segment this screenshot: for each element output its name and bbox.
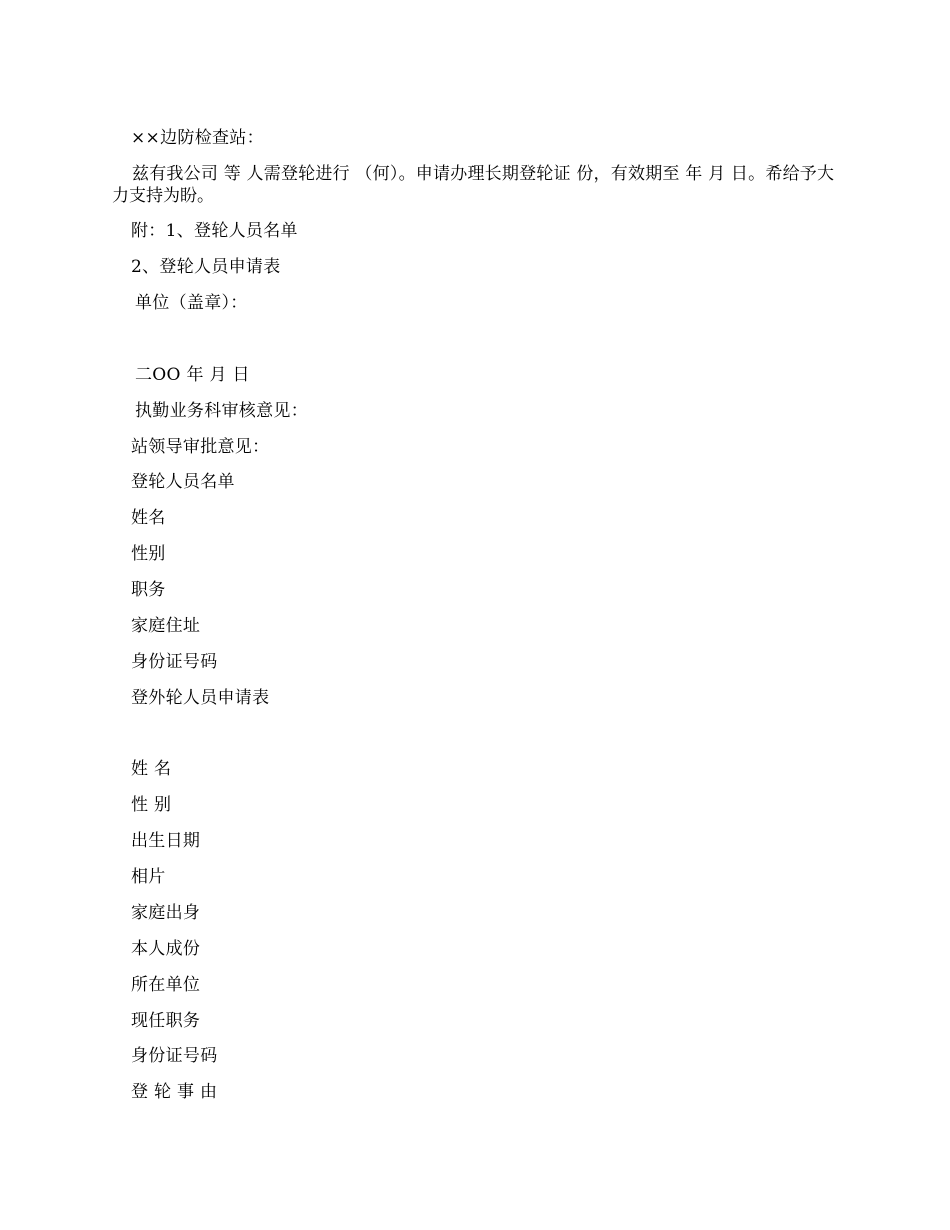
- form-field: 登 轮 事 由: [131, 1082, 218, 1102]
- form-field: 本人成份: [131, 939, 201, 959]
- roster-title: 登轮人员名单: [131, 472, 235, 492]
- roster-field: 性别: [131, 544, 166, 564]
- form-field: 相片: [131, 867, 166, 887]
- attachment-2: 2、登轮人员申请表: [131, 257, 281, 277]
- roster-field: 姓名: [131, 508, 166, 528]
- date-line: 二OO 年 月 日: [135, 365, 250, 385]
- application-form-title: 登外轮人员申请表: [131, 688, 270, 708]
- form-field: 所在单位: [131, 975, 201, 995]
- form-field: 性 别: [131, 795, 172, 815]
- form-field: 出生日期: [131, 831, 201, 851]
- review-opinion: 执勤业务科审核意见：: [135, 401, 308, 421]
- approval-opinion: 站领导审批意见：: [131, 437, 270, 457]
- form-field: 姓 名: [131, 759, 172, 779]
- roster-field: 家庭住址: [131, 616, 201, 636]
- form-field: 现任职务: [131, 1011, 201, 1031]
- form-field: 家庭出身: [131, 903, 201, 923]
- seal-label: 单位（盖章）：: [135, 293, 248, 313]
- salutation: ××边防检查站：: [131, 128, 264, 148]
- roster-field: 职务: [131, 580, 166, 600]
- roster-field: 身份证号码: [131, 652, 218, 672]
- form-field: 身份证号码: [131, 1046, 218, 1066]
- attachment-1: 附：1、登轮人员名单: [131, 221, 298, 241]
- body-paragraph: 兹有我公司 等 人需登轮进行 （何）。申请办理长期登轮证 份，有效期至 年 月 日。希给予大力支持为盼。: [112, 164, 834, 206]
